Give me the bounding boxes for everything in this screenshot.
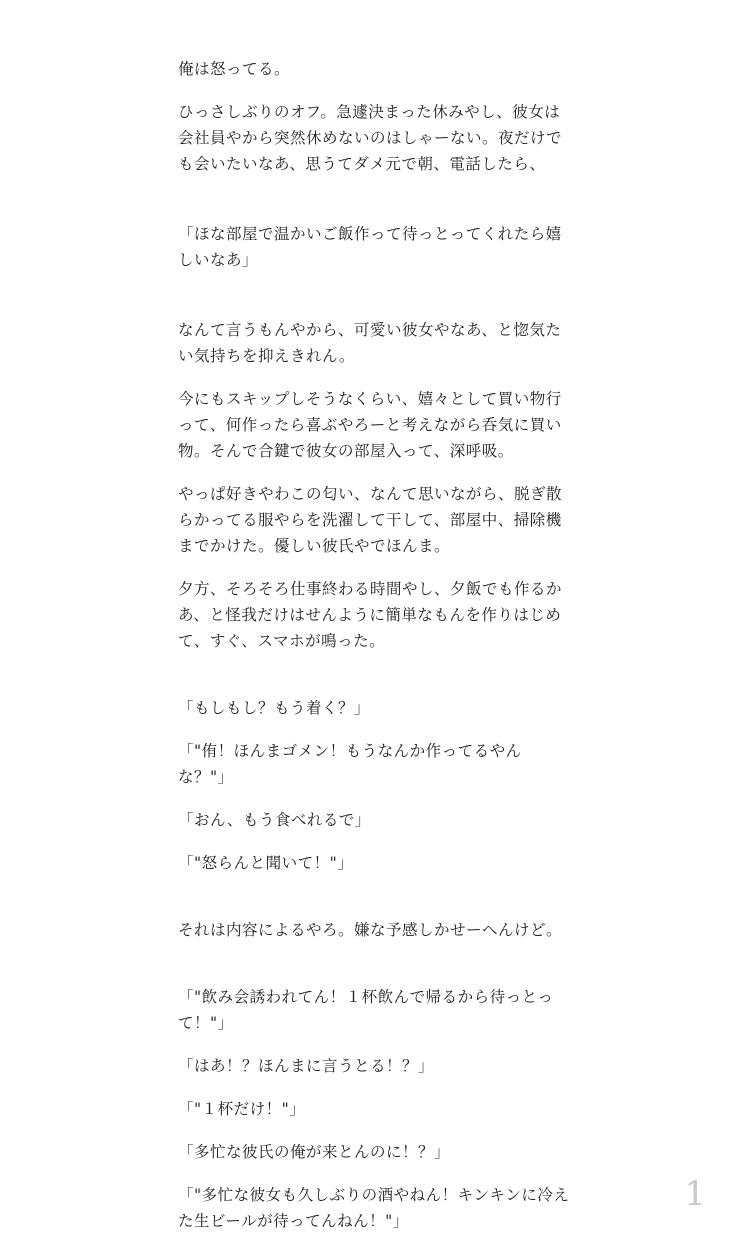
dialogue-line: 「おん、もう食べれるで」 <box>178 811 371 829</box>
dialogue-line: 「"１杯だけ！"」 <box>178 1100 306 1118</box>
page-number: 1 <box>684 1174 706 1214</box>
dialogue-line: 「ほな部屋で温かいご飯作って待っとってくれたら嬉 しいなあ」 <box>178 225 562 269</box>
dialogue-line: 「"多忙な彼女も久しぶりの酒やねん！キンキンに冷え た生ビールが待ってんねん！"」 <box>178 1186 570 1230</box>
dialogue-line: 「"侑！ほんまゴメン！もうなんか作ってるやん な？"」 <box>178 742 522 786</box>
paragraph: 今にもスキップしそうなくらい、嬉々として買い物行 って、何作ったら喜ぶやろーと考えながら呑気に買い 物。そんで合鍵で彼女の部屋入って、深呼吸。 <box>178 390 562 460</box>
paragraph: なんて言うもんやから、可愛い彼女やなあ、と惚気た い気持ちを抑えきれん。 <box>178 321 562 365</box>
dialogue-line: 「"飲み会誘われてん！１杯飲んで帰るから待っとっ て！"」 <box>178 988 554 1032</box>
paragraph: 夕方、そろそろ仕事終わる時間やし、夕飯でも作るか あ、と怪我だけはせんように簡単なもんを作りはじめ て、すぐ、スマホが鳴った。 <box>178 580 563 650</box>
dialogue-line: 「多忙な彼氏の俺が来とんのに！？」 <box>178 1143 451 1161</box>
dialogue-line: 「もしもし？もう着く？」 <box>178 699 371 717</box>
dialogue-line: 「はあ！？ほんまに言うとる！？」 <box>178 1057 435 1075</box>
text-column <box>178 56 570 1234</box>
dialogue-line: 「"怒らんと聞いて！"」 <box>178 854 354 872</box>
paragraph: ひっさしぶりのオフ。急遽決まった休みやし、彼女は 会社員やから突然休めないのはしゃーない。夜だけで も会いたいなあ、思うてダメ元で朝、電話したら、 <box>178 103 563 173</box>
paragraph: それは内容によるやろ。嫌な予感しかせーへんけど。 <box>178 921 563 939</box>
paragraph: やっぱ好きやわこの匂い、なんて思いながら、脱ぎ散 らかってる服やらを洗濯して干して、部屋中、掃除機 までかけた。優しい彼氏やでほんま。 <box>178 485 563 555</box>
paragraph: 俺は怒ってる。 <box>178 60 291 78</box>
